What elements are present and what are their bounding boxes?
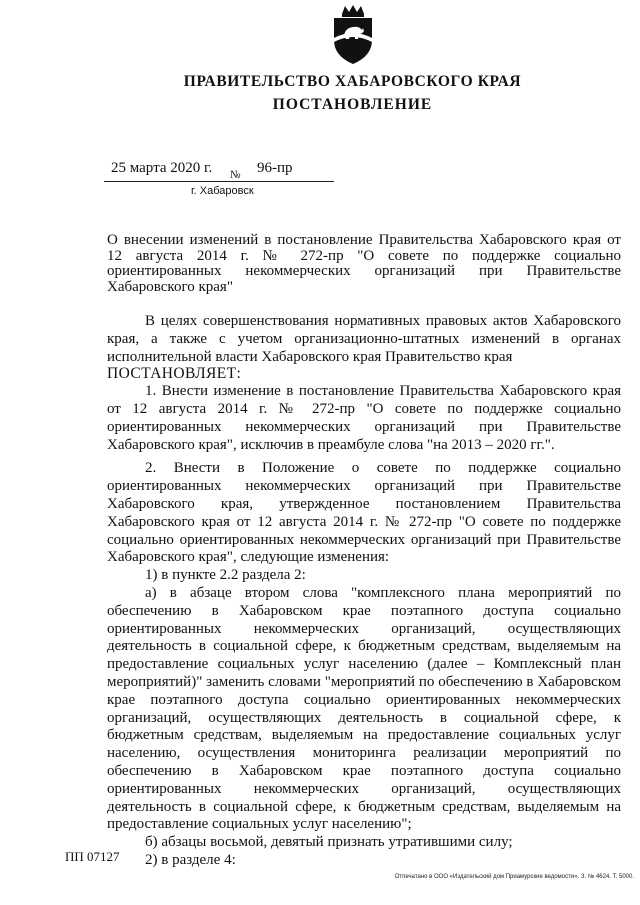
paragraph-3: 1) в пункте 2.2 раздела 2: xyxy=(145,567,306,584)
document-type: ПОСТАНОВЛЕНИЕ xyxy=(272,96,433,113)
dateline-underline xyxy=(104,181,334,182)
document-title: О внесении изменений в постановление Правительства Хабаровского края от 12 августа 2014 г. № 272-пр "О совете по поддержке социально ориентированных некоммерческих организаций при Правительстве Хабаровского края" xyxy=(107,232,621,295)
paragraph-6: 2) в разделе 4: xyxy=(145,851,236,868)
paragraph-4: а) в абзаце втором слова "комплексного плана мероприятий по обеспечению в Хабаровском крае поэтапного доступа социально ориентированных некоммерческих организаций, осуществляющих деятельность в социальной сфере, к бюджетным средствам, выделяемым на предоставление социальных услуг населению (далее – Комплексный план мероприятий)" заменить словами "мероприятий по обеспечению в Хабаровском крае поэтапного доступа социально ориентированных некоммерческих организаций, осуществляющих деятельность в социальной сфере, к бюджетным средствам, выделяемым на предоставление социальных услуг населению, осуществления мониторинга реализации мероприятий по обеспечению в Хабаровском крае поэтапного доступа социально ориентированных некоммерческих организаций, осуществляющих деятельность в социальной сфере, к бюджетным средствам, выделяемым на предоставление социальных услуг населению"; xyxy=(107,584,621,833)
paragraph-2: 2. Внести в Положение о совете по поддержке социально ориентированных некоммерческих организаций при Правительстве Хабаровского края, утвержденное постановлением Правительства Хабаровского края от 12 августа 2014 г. № 272-пр "О совете по поддержке социально ориентированных некоммерческих организаций при Правительстве Хабаровского края", следующие изменения: xyxy=(107,460,621,566)
coat-of-arms-icon xyxy=(328,4,378,66)
paragraph-1: 1. Внести изменение в постановление Правительства Хабаровского края от 12 августа 2014 г. № 272-пр "О совете по поддержке социально ориентированных некоммерческих организаций при Правительстве Хабаровского края", исключив в преамбуле слова "на 2013 – 2020 гг.". xyxy=(107,383,621,453)
government-name: ПРАВИТЕЛЬСТВО ХАБАРОВСКОГО КРАЯ xyxy=(183,73,522,90)
document-code: ПП 07127 xyxy=(65,849,120,864)
document-body xyxy=(107,313,621,870)
resolves-heading: ПОСТАНОВЛЯЕТ: xyxy=(107,365,242,383)
document-number: 96-пр xyxy=(257,160,293,176)
printer-note: Отпечатано в ООО «Издательский дом Приамурские ведомости». З. № 4624. Т. 5000. xyxy=(394,874,634,880)
document-date: 25 марта 2020 г. xyxy=(111,160,213,176)
number-sign: № xyxy=(230,169,241,181)
city: г. Хабаровск xyxy=(191,185,254,197)
paragraph-5: б) абзацы восьмой, девятый признать утратившими силу; xyxy=(145,834,513,851)
preamble: В целях совершенствования нормативных правовых актов Хабаровского края, а также с учетом организационно-штатных изменений в органах исполнительной власти Хабаровского края Правительство края xyxy=(107,313,621,365)
